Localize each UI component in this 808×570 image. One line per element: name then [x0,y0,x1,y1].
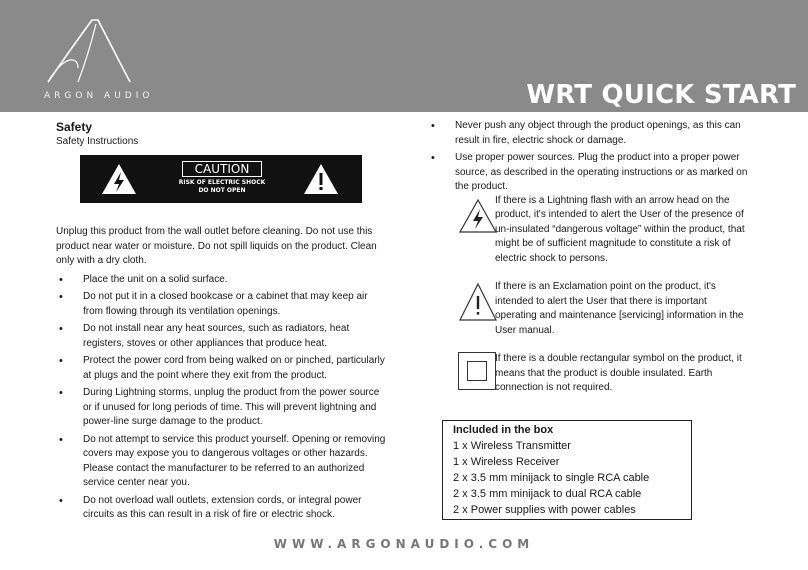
logo-wordmark: ARGON AUDIO [44,91,154,101]
section-title: Safety [56,120,93,134]
section-subtitle: Safety Instructions [56,136,139,147]
list-item: • Use proper power sources. Plug the product into a proper power source, as described in the operating instructions or as marked on the product. [428,151,748,195]
exclamation-triangle-icon [458,282,498,322]
header-banner [0,0,808,112]
list-item: 2 x Power supplies with power cables [453,504,636,516]
caution-label-graphic [80,155,362,203]
lightning-triangle-icon [100,162,138,196]
list-item: • Do not install near any heat sources, such as radiators, heat registers, stoves or other appliances that produce heat. [56,322,386,351]
double-square-icon [458,352,496,390]
symbol-text: If there is an Exclamation point on the product, it's intended to alert the User that there is important operating and maintenance [servicing] information in the User manual. [495,281,744,336]
list-item: 2 x 3.5 mm minijack to single RCA cable [453,472,650,484]
list-item: • Do not attempt to service this product yourself. Opening or removing covers may expose you to dangerous voltages or other hazards. Please contact the manufacturer to be referred to an authorized service center near you. [56,433,386,491]
list-item: • Do not overload wall outlets, extension cords, or integral power circuits as this can result in a risk of fire or electric shock. [56,494,386,523]
symbol-text: If there is a double rectangular symbol on the product, it means that the product is double insulated. Earth connection is not required. [495,353,742,393]
footer-url: WWW.ARGONAUDIO.COM [273,537,535,551]
list-item: • Never push any object through the product openings, as this can result in fire, electric shock or damage. [428,119,748,148]
list-item: • During Lightning storms, unplug the product from the power source or if unused for long periods of time. This will prevent lightning and power-line surge damage to the product. [56,386,386,430]
safety-list [56,273,386,523]
list-item: 1 x Wireless Transmitter [453,440,571,452]
symbol-block-double-insulation [428,352,748,396]
power-list [428,119,748,195]
safety-intro: Unplug this product from the wall outlet before cleaning. Do not use this product near water or moisture. Do not spill liquids on the product. Clean only with a dry cloth. [56,226,377,266]
list-item: • Place the unit on a solid surface. [56,273,386,288]
list-item: 2 x 3.5 mm minijack to dual RCA cable [453,488,642,500]
lightning-triangle-icon [458,196,498,236]
included-title: Included in the box [453,424,554,436]
caution-subtext [175,179,269,195]
safety-column [56,119,386,526]
caution-word: CAUTION [182,161,262,177]
list-item: • Do not put it in a closed bookcase or a cabinet that may keep air from flowing through its ventilation openings. [56,290,386,319]
symbol-text: If there is a Lightning flash with an arrow head on the product, it's intended to alert the User of the presence of un-insulated “dangerous voltage” within the product, that might be of sufficient magnitude to constitute a risk of electric shock to persons. [495,194,745,264]
symbol-block-exclamation [428,280,748,338]
list-item: 1 x Wireless Receiver [453,456,560,468]
symbol-block-lightning [428,194,748,267]
caution-subtext-line-2: DO NOT OPEN [198,187,246,194]
included-box [442,420,692,520]
right-column [428,119,748,396]
list-item: • Protect the power cord from being walked on or pinched, particularly at plugs and the point where they exit from the product. [56,354,386,383]
exclamation-triangle-icon [302,162,340,196]
caution-subtext-line-1: RISK OF ELECTRIC SHOCK [178,179,266,186]
page-title: WRT QUICK START [526,80,796,110]
